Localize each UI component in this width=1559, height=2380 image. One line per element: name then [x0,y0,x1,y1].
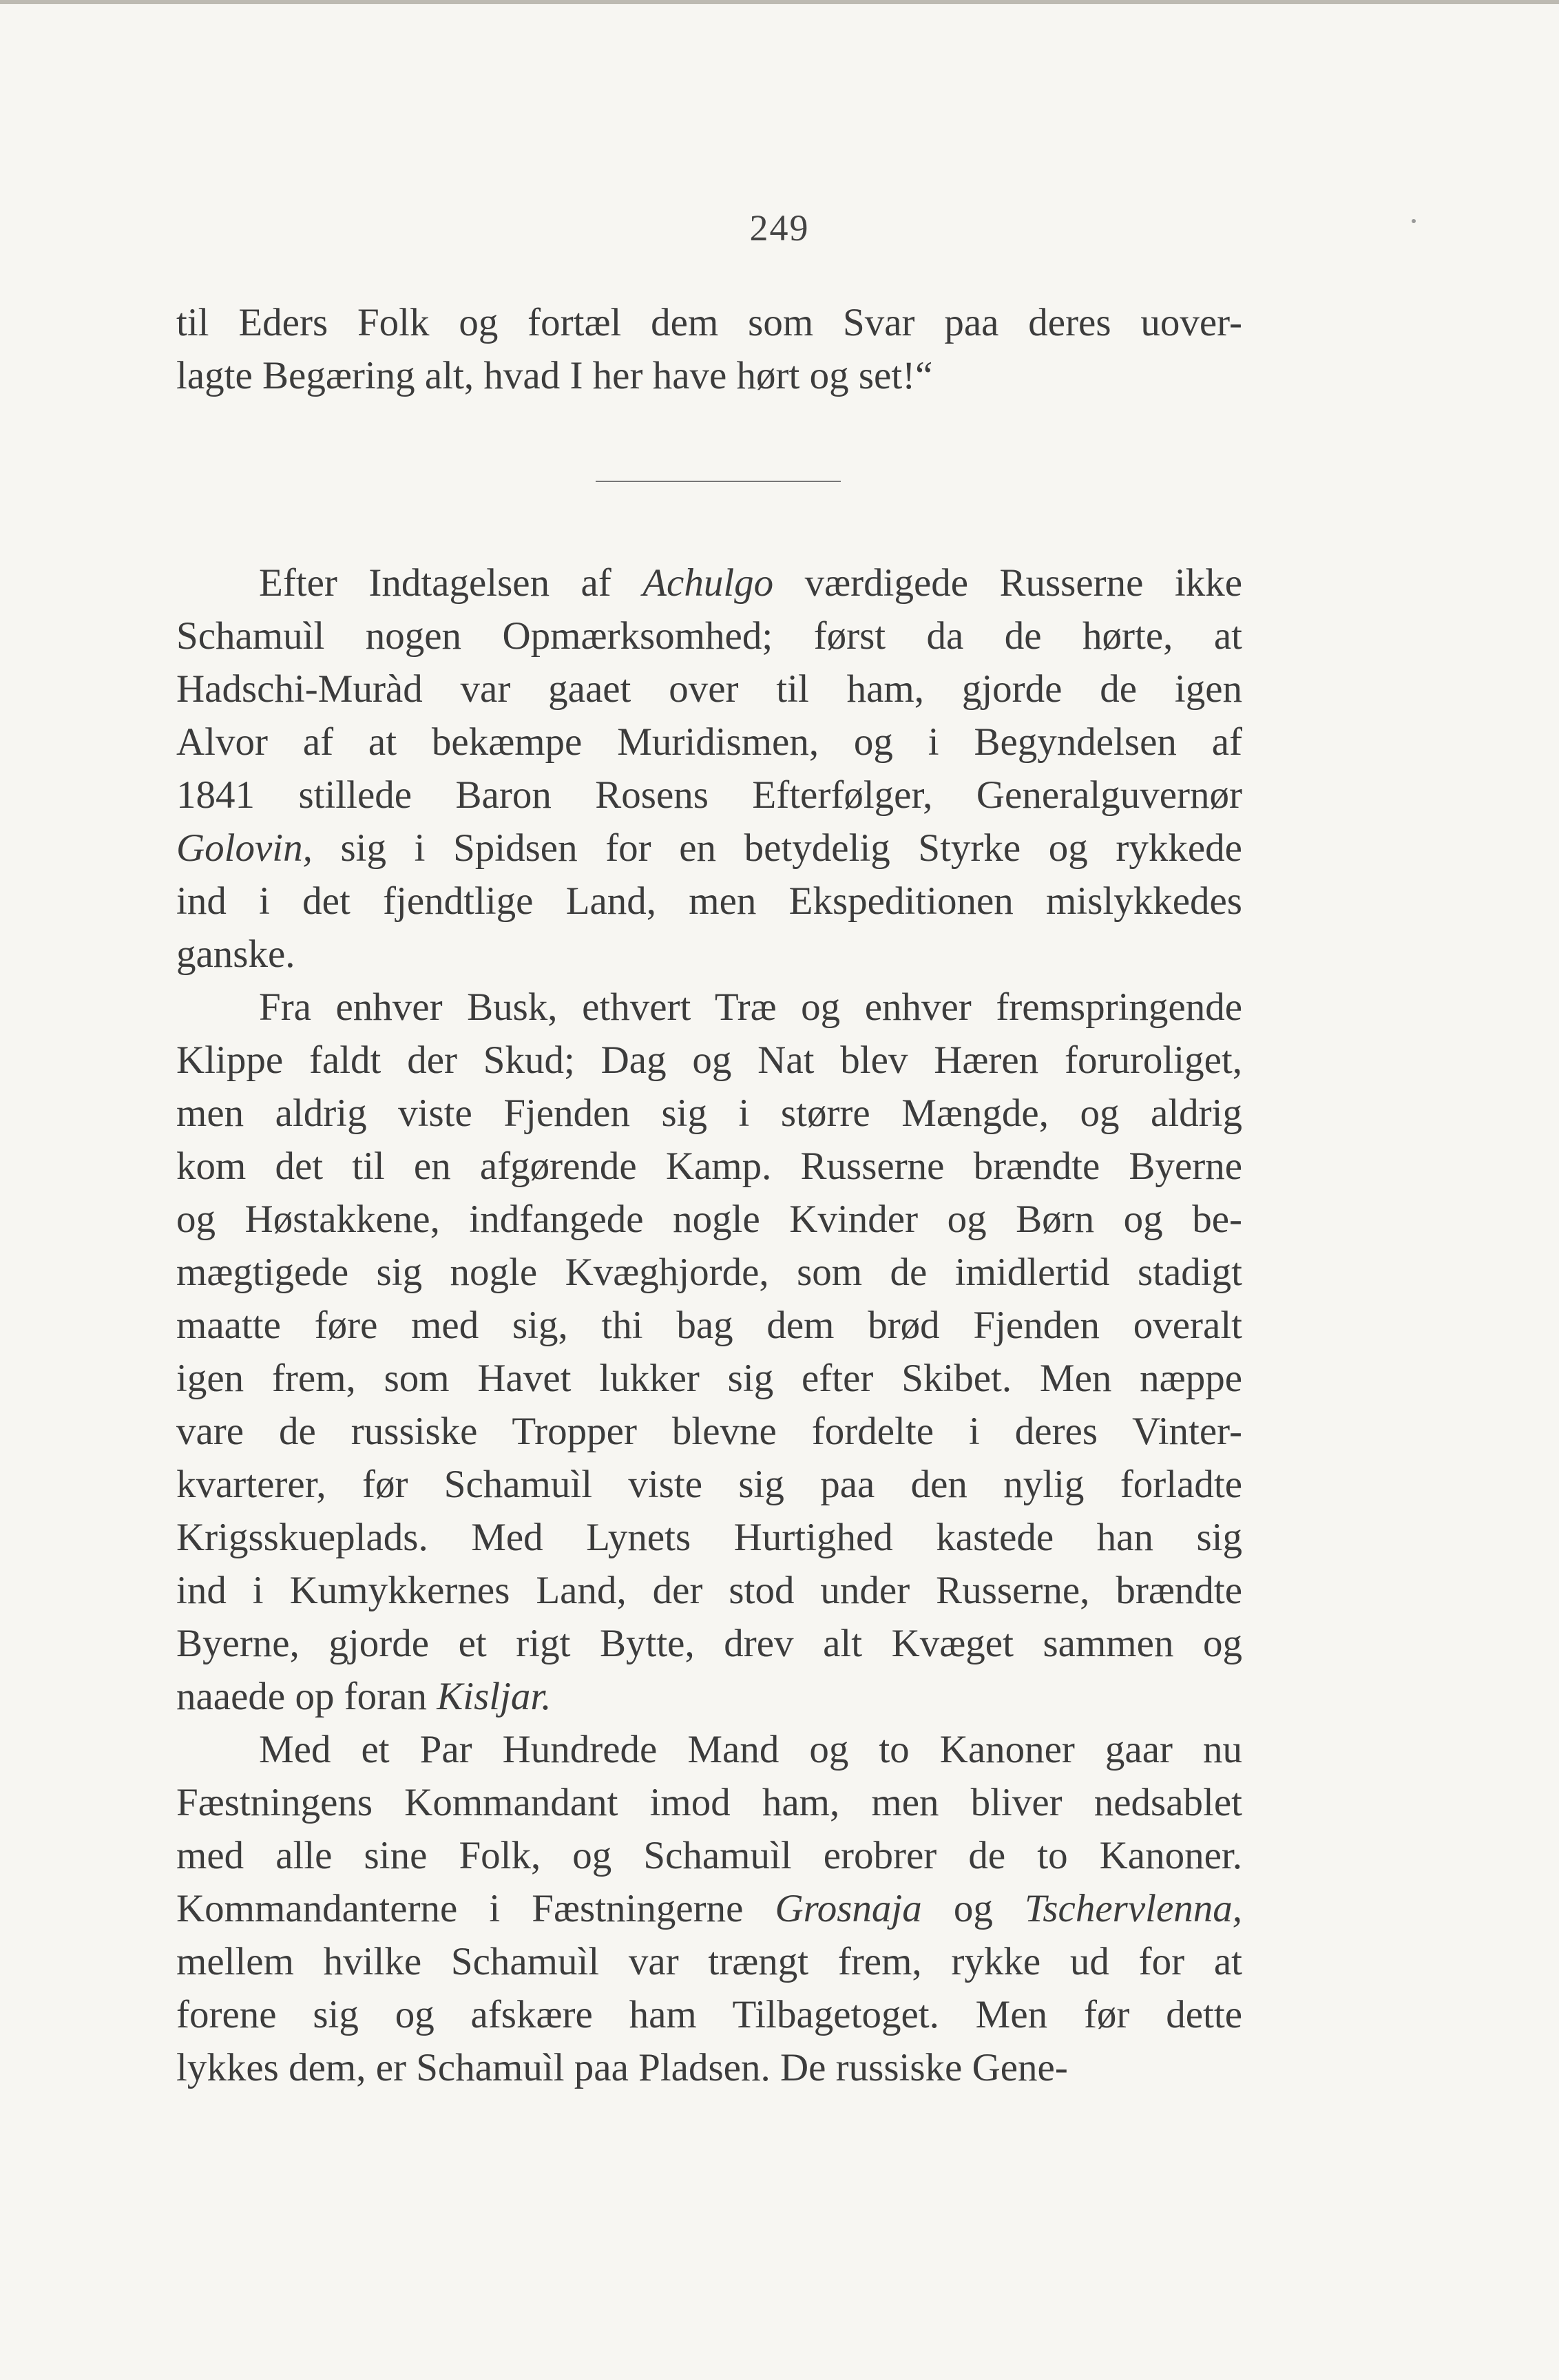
text-line [176,1140,1242,1193]
italic-term: Achulgo [642,561,774,605]
text-line [176,1405,1242,1458]
text-line [176,1723,1242,1776]
text-line [176,928,1242,981]
text-line [176,1670,1242,1723]
text-run: med alle sine Folk, og Schamuìl erobrer de to Kanoner. [176,1834,1242,1877]
page-number: 249 [749,207,810,249]
section-divider [596,481,841,482]
italic-term: Kisljar. [437,1675,552,1718]
text-line [176,769,1242,822]
text-run: mægtigede sig nogle Kvæghjorde, som de imidlertid stadigt [176,1251,1242,1294]
paragraph-2 [176,981,1242,1723]
text-line [176,662,1242,716]
text-line [176,716,1242,769]
text-run: naaede op foran [176,1675,437,1718]
intro-text [176,296,1242,402]
text-line [176,1617,1242,1670]
text-run: igen frem, som Havet lukker sig efter Skibet. Men næppe [176,1357,1242,1400]
text-run: sig i Spidsen for en betydelig Styrke og rykkede [312,826,1242,870]
text-run: og [921,1887,1025,1930]
text-line [176,1935,1242,1988]
text-line [176,1034,1242,1087]
paragraph-3 [176,1723,1242,2094]
text-run: maatte føre med sig, thi bag dem brød Fjenden overalt [176,1304,1242,1347]
text-line [176,822,1242,875]
italic-term: Grosnaja [775,1887,922,1930]
text-run: Schamuìl nogen Opmærksomhed; først da de hørte, at [176,614,1242,658]
text-run: mellem hvilke Schamuìl var trængt frem, rykke ud for at [176,1940,1242,1983]
text-run: vare de russiske Tropper blevne fordelte i deres Vinter- [176,1410,1242,1453]
text-run: Byerne, gjorde et rigt Bytte, drev alt Kvæget sammen og [176,1622,1242,1665]
text-line [176,1352,1242,1405]
text-run: 1841 stillede Baron Rosens Efterfølger, Generalguvernør [176,773,1242,817]
text-run: forene sig og afskære ham Tilbagetoget. Men før dette [176,1993,1242,2036]
text-line [176,1776,1242,1829]
text-run: Med et Par Hundrede Mand og to Kanoner gaar nu [259,1728,1242,1771]
text-line [176,1564,1242,1617]
text-line [176,1087,1242,1140]
text-run: Kommandanterne i Fæstningerne [176,1887,775,1930]
text-run: kom det til en afgørende Kamp. Russerne brændte Byerne [176,1145,1242,1188]
text-run: Krigsskueplads. Med Lynets Hurtighed kastede han sig [176,1516,1242,1559]
text-line [176,1829,1242,1882]
text-line [176,556,1242,609]
text-run: ind i det fjendtlige Land, men Ekspeditionen mislykkedes [176,879,1242,923]
text-line [176,1511,1242,1564]
text-line [176,2041,1242,2094]
text-run: ganske. [176,932,295,976]
text-run: Hadschi-Muràd var gaaet over til ham, gjorde de igen [176,667,1242,711]
text-line [176,1193,1242,1246]
page-top-edge [0,0,1559,4]
text-run: Alvor af at bekæmpe Muridismen, og i Begyndelsen af [176,720,1242,764]
text-run: kvarterer, før Schamuìl viste sig paa den nylig forladte [176,1463,1242,1506]
intro-line: til Eders Folk og fortæl dem som Svar paa deres uover- [176,301,1242,344]
text-run: men aldrig viste Fjenden sig i større Mængde, og aldrig [176,1092,1242,1135]
text-run: Efter Indtagelsen af [259,561,643,605]
text-line [176,1299,1242,1352]
italic-term: Golovin, [176,826,313,870]
text-line [176,981,1242,1034]
text-run: Fra enhver Busk, ethvert Træ og enhver fremspringende [259,985,1242,1029]
text-line [176,1882,1242,1935]
text-run: Klippe faldt der Skud; Dag og Nat blev Hæren foruroliget, [176,1038,1242,1082]
text-line [176,1246,1242,1299]
text-run: lykkes dem, er Schamuìl paa Pladsen. De russiske Gene- [176,2046,1068,2089]
text-run: Fæstningens Kommandant imod ham, men bliver nedsablet [176,1781,1242,1824]
text-run: ind i Kumykkernes Land, der stod under Russerne, brændte [176,1569,1242,1612]
text-line [176,609,1242,662]
text-run: værdigede Russerne ikke [773,561,1242,605]
main-text [176,556,1242,2094]
text-line [176,1988,1242,2041]
text-run: og Høstakkene, indfangede nogle Kvinder og Børn og be- [176,1198,1242,1241]
text-line [176,1458,1242,1511]
paragraph-1 [176,556,1242,981]
intro-line: lagte Begæring alt, hvad I her have hørt og set!“ [176,354,933,397]
text-line [176,875,1242,928]
italic-term: Tschervlenna, [1024,1887,1243,1930]
